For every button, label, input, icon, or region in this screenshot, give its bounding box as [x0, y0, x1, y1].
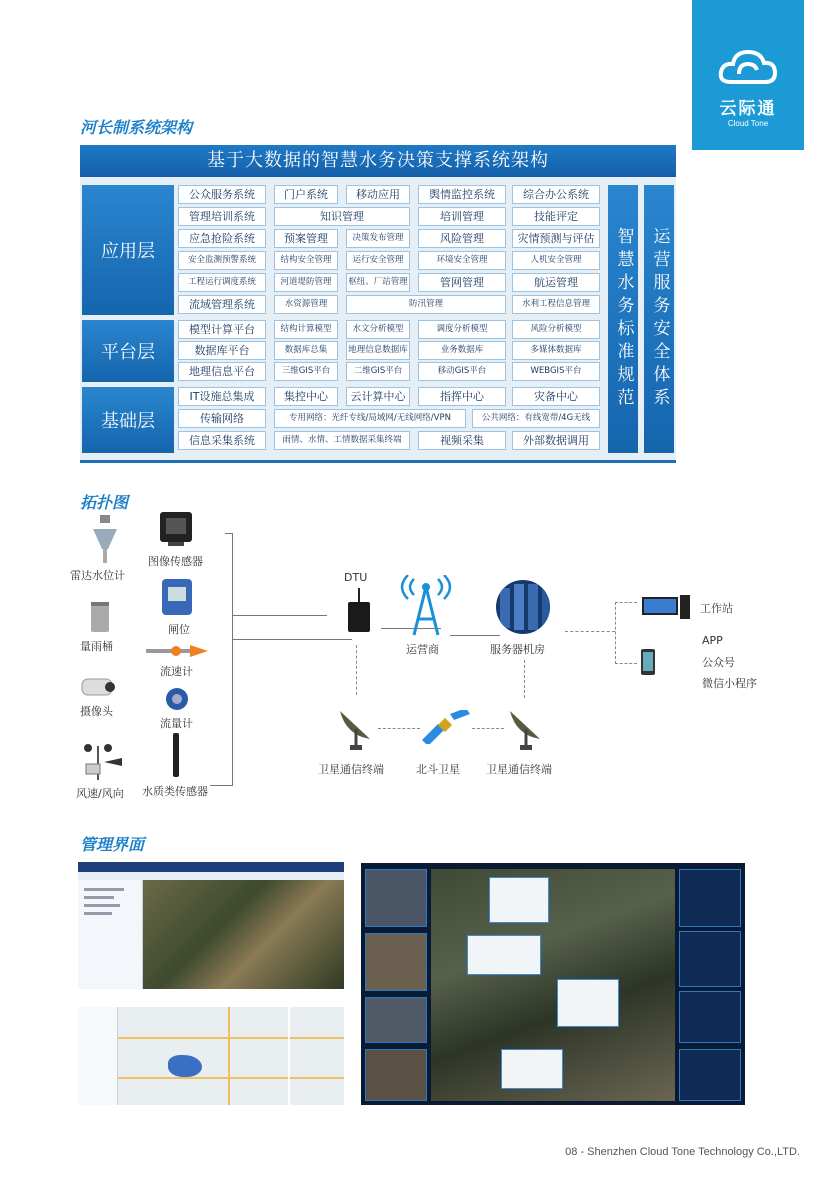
security-bar [644, 185, 674, 453]
mini-program-label: 微信小程序 [702, 677, 757, 690]
brand-logo [692, 0, 804, 150]
connector [210, 785, 233, 786]
beidou-satellite-icon [420, 710, 470, 748]
arch-cell: 地理信息数据库 [346, 341, 410, 360]
arch-cell: 舆情监控系统 [418, 185, 506, 204]
sensor-label: 流速计 [160, 665, 193, 678]
logo-en: Cloud Tone [727, 119, 769, 128]
arch-cell: 数据库平台 [178, 341, 266, 360]
arch-cell: 三维GIS平台 [274, 362, 338, 381]
arch-cell: IT设施总集成 [178, 387, 266, 406]
sensor-label: 闸位 [168, 623, 190, 636]
layer-application: 应用层 [82, 185, 174, 315]
flow-velocity-icon [146, 643, 212, 663]
arch-cell: 数据库总集 [274, 341, 338, 360]
satellite-dish-icon [506, 705, 550, 755]
dashed-connector [378, 728, 420, 729]
arch-cell: 专用网络：光纤专线/局域网/无线网络/VPN [274, 409, 466, 428]
arch-cell: 综合办公系统 [512, 185, 600, 204]
arch-cell: 风险管理 [418, 229, 506, 248]
arch-cell: 多媒体数据库 [512, 341, 600, 360]
arch-cell: 预案管理 [274, 229, 338, 248]
arch-cell: 流域管理系统 [178, 295, 266, 314]
arch-cell: 调度分析模型 [418, 320, 506, 339]
topology-diagram [60, 505, 820, 805]
arch-cell: 管理培训系统 [178, 207, 266, 226]
architecture-diagram [80, 145, 676, 463]
arch-cell: 结构安全管理 [274, 251, 338, 270]
arch-cell: 移动应用 [346, 185, 410, 204]
rain-gauge-icon [88, 600, 112, 638]
arch-cell: 航运管理 [512, 273, 600, 292]
sensor-label: 量雨桶 [80, 640, 113, 653]
dashboard-screenshot [361, 863, 745, 1105]
arch-cell: 决策发布管理 [346, 229, 410, 248]
street-map-screenshot [78, 1007, 344, 1105]
arch-cell: 云计算中心 [346, 387, 410, 406]
layer-platform: 平台层 [82, 320, 174, 382]
satellite-dish-icon [336, 705, 380, 755]
arch-cell: 运行安全管理 [346, 251, 410, 270]
section-title-mgmt: 管理界面 [80, 835, 145, 854]
cloud-logo-icon [717, 46, 779, 88]
arch-cell: 门户系统 [274, 185, 338, 204]
arch-cell: 外部数据调用 [512, 431, 600, 450]
connector [232, 615, 327, 616]
arch-cell: 人机安全管理 [512, 251, 600, 270]
arch-cell: 水文分析模型 [346, 320, 410, 339]
water-quality-icon [168, 733, 184, 781]
sensor-label: 雷达水位计 [70, 569, 125, 582]
arch-cell: 环境安全管理 [418, 251, 506, 270]
arch-cell: 信息采集系统 [178, 431, 266, 450]
arch-cell: 防汛管理 [346, 295, 506, 314]
arch-cell: 管网管理 [418, 273, 506, 292]
arch-cell: 水利工程信息管理 [512, 295, 600, 314]
arch-cell: 应急抢险系统 [178, 229, 266, 248]
dashed-connector [472, 728, 504, 729]
arch-cell: 公众服务系统 [178, 185, 266, 204]
arch-cell: 枢纽、厂站管理 [346, 273, 410, 292]
arch-cell: 视频采集 [418, 431, 506, 450]
gate-position-icon [160, 577, 194, 621]
arch-cell: 技能评定 [512, 207, 600, 226]
arch-cell: 业务数据库 [418, 341, 506, 360]
arch-cell: 传输网络 [178, 409, 266, 428]
satellite-terminal-label: 卫星通信终端 [486, 763, 552, 776]
workstation-label: 工作站 [700, 602, 733, 615]
connector [232, 533, 233, 785]
official-account-label: 公众号 [702, 656, 735, 669]
security-text: 运营服务安全体系 [649, 227, 670, 411]
standards-text: 智慧水务标准规范 [613, 227, 634, 411]
anemometer-icon [78, 742, 124, 786]
app-label: APP [702, 634, 723, 647]
workstation-icon [642, 595, 690, 623]
arch-cell: 雨情、水情、工情数据采集终端 [274, 431, 410, 450]
server-room-icon [494, 578, 552, 640]
arch-cell: 地理信息平台 [178, 362, 266, 381]
section-title-arch: 河长制系统架构 [80, 118, 193, 137]
arch-cell: 风险分析模型 [512, 320, 600, 339]
satellite-terminal-label: 卫星通信终端 [318, 763, 384, 776]
dtu-icon [346, 588, 372, 640]
arch-cell: 指挥中心 [418, 387, 506, 406]
beidou-label: 北斗卫星 [416, 763, 460, 776]
layer-base: 基础层 [82, 387, 174, 453]
arch-cell: 安全监测预警系统 [178, 251, 266, 270]
arch-cell: 模型计算平台 [178, 320, 266, 339]
section-title-topo: 拓扑图 [80, 493, 129, 512]
sensor-label: 水质类传感器 [142, 785, 208, 798]
logo-cn: 云际通 [719, 99, 777, 119]
arch-cell: 公共网络：有线宽带/4G无线 [472, 409, 600, 428]
dashed-connector [615, 663, 637, 664]
camera-icon [80, 675, 120, 705]
sensor-label: 流量计 [160, 717, 193, 730]
arch-cell: 河道堤防管理 [274, 273, 338, 292]
arch-cell: 二维GIS平台 [346, 362, 410, 381]
phone-icon [640, 648, 656, 680]
dashed-connector [356, 645, 357, 695]
standards-bar [608, 185, 638, 453]
arch-cell: 集控中心 [274, 387, 338, 406]
flow-meter-icon [162, 685, 192, 717]
dashed-connector [615, 602, 616, 664]
arch-cell: 灾备中心 [512, 387, 600, 406]
arch-cell: 水资源管理 [274, 295, 338, 314]
dashed-connector [565, 631, 615, 632]
sensor-label: 摄像头 [80, 705, 113, 718]
sensor-label: 风速/风向 [76, 787, 124, 800]
image-sensor-icon [158, 510, 194, 552]
arch-cell: WEBGIS平台 [512, 362, 600, 381]
dtu-label: DTU [344, 571, 368, 584]
signal-tower-icon [394, 575, 458, 643]
arch-header: 基于大数据的智慧水务决策支撑系统架构 [80, 145, 676, 177]
sensor-label: 图像传感器 [148, 555, 203, 568]
arch-cell: 灾情预测与评估 [512, 229, 600, 248]
page-footer: 08 - Shenzhen Cloud Tone Technology Co.,LTD. [565, 1146, 800, 1158]
gis-map-screenshot [78, 862, 344, 989]
arch-cell: 知识管理 [274, 207, 410, 226]
arch-cell: 结构计算模型 [274, 320, 338, 339]
arch-cell: 工程运行调度系统 [178, 273, 266, 292]
dashed-connector [615, 602, 637, 603]
radar-level-icon [90, 515, 120, 569]
server-label: 服务器机房 [490, 643, 545, 656]
operator-label: 运营商 [406, 643, 439, 656]
arch-cell: 移动GIS平台 [418, 362, 506, 381]
connector [232, 639, 352, 640]
dashed-connector [524, 660, 525, 698]
arch-cell: 培训管理 [418, 207, 506, 226]
